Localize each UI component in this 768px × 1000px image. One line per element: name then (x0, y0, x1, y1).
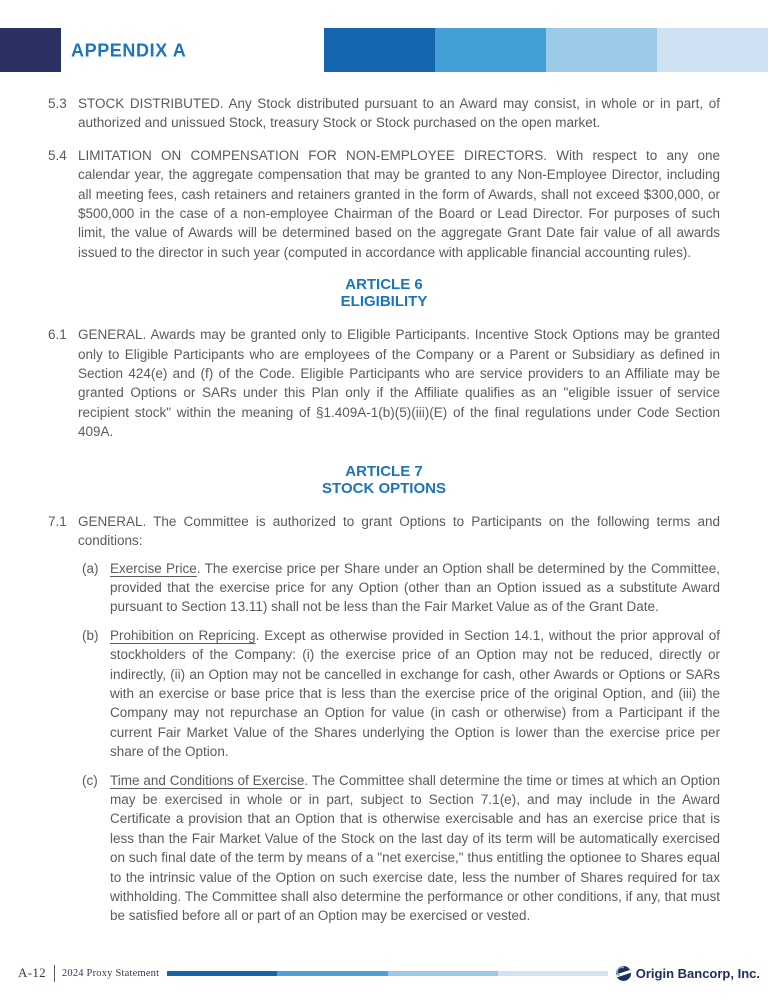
subitem-body: . The exercise price per Share under an Option shall be determined by the Committee, provided that the exercise price for any Option (other than an Option issued as a substitute Award pursuant to Section 13.11) shall not be less than the Fair Market Value as of the Grant Date. (110, 560, 720, 615)
section-text: LIMITATION ON COMPENSATION FOR NON-EMPLOYEE DIRECTORS. With respect to any one calendar year, the aggregate compensation that may be granted to any Non-Employee Director, including all meeting fees, cash retainers and retainers granted in the form of Awards, shall not exceed $300,000, or $500,000 in the case of a non-employee Chairman of the Board or Lead Director. For purposes of such limit, the value of Awards will be determined based on the aggregate Grant Date fair value of all awards issued to the director in such year (computed in accordance with applicable financial accounting rules). (78, 147, 720, 260)
subitem-term: Time and Conditions of Exercise (110, 772, 305, 788)
section-number: 7.1 (48, 513, 67, 529)
subitem-term: Exercise Price (110, 560, 197, 576)
origin-bancorp-logo-icon (616, 966, 631, 981)
section-5-3 (48, 94, 720, 133)
header-bar-segment-4 (657, 28, 768, 72)
subitem-label: (b) (82, 627, 99, 643)
section-text: GENERAL. The Committee is authorized to grant Options to Participants on the following terms and conditions: (78, 513, 720, 549)
section-5-4 (48, 146, 720, 262)
header-bar-segment-2 (435, 28, 546, 72)
subitem-text (110, 626, 720, 762)
article-subtitle: STOCK OPTIONS (322, 479, 446, 497)
subitem-label: (a) (82, 560, 99, 576)
article-title: ARTICLE 6 (345, 276, 423, 294)
header-bar-segment-1 (324, 28, 435, 72)
subitem-label: (c) (82, 772, 98, 788)
footer-bar-segment-4 (498, 971, 608, 976)
footer-divider (54, 965, 55, 982)
company-name: Origin Bancorp, Inc. (635, 965, 760, 981)
section-number: 6.1 (48, 327, 67, 343)
header-accent-bars (324, 28, 768, 72)
subitem-text (110, 771, 720, 926)
footer-bar-segment-1 (167, 971, 277, 976)
header-bar-segment-3 (546, 28, 657, 72)
article-subtitle: ELIGIBILITY (340, 293, 428, 311)
section-text: STOCK DISTRIBUTED. Any Stock distributed pursuant to an Award may consist, in whole or in part, of authorized and unissued Stock, treasury Stock or Stock purchased on the open market. (78, 96, 720, 131)
header-accent-square (0, 28, 61, 72)
section-number: 5.3 (48, 96, 67, 111)
subitem-c (82, 771, 720, 926)
section-6-1 (48, 325, 720, 441)
article-6-heading (48, 276, 720, 310)
footer-page-number: A-12 (18, 965, 46, 980)
section-text: GENERAL. Awards may be granted only to Eligible Participants. Incentive Stock Options may be granted only to Eligible Participants who are employees of the Company or a Parent or Subsidiary as defined in Section 424(e) and (f) of the Code. Eligible Participants who are service providers to an Affiliate may be granted Options or SARs under this Plan only if the Affiliate qualifies as an "eligible issuer of service recipient stock" within the meaning of §1.409A-1(b)(5)(iii)(E) of the final regulations under Code Section 409A. (78, 327, 720, 440)
document-content (48, 94, 720, 935)
subitem-b (82, 626, 720, 762)
footer-bar-segment-3 (388, 971, 498, 976)
subsection-list (82, 559, 720, 926)
footer-document-title: 2024 Proxy Statement (61, 967, 160, 979)
subitem-text (110, 559, 720, 617)
footer-bar-segment-2 (277, 971, 387, 976)
section-7-1 (48, 512, 720, 551)
article-7-heading (48, 463, 720, 497)
subitem-term: Prohibition on Repricing (110, 627, 256, 643)
subitem-body: . The Committee shall determine the time or times at which an Option may be exercised in whole or in part, subject to Section 7.1(e), and may include in the Award Certificate a provision that an Option that is otherwise exercisable and has an exercise price that is less than the Fair Market Value of the Stock on the last day of its term will be automatically exercised on such final date of the term by means of a "net exercise," thus entitling the optionee to Shares equal to the intrinsic value of the Option on such exercise date, less the number of Shares required for tax withholding. The Committee shall also determine the performance or other conditions, if any, that must be satisfied before all or part of an Option may be exercised or vested. (110, 772, 721, 924)
subitem-a (82, 559, 720, 617)
section-number: 5.4 (48, 147, 67, 163)
page-header (0, 28, 768, 72)
page-footer (0, 962, 768, 984)
article-title: ARTICLE 7 (345, 462, 423, 480)
subitem-body: . Except as otherwise provided in Section 14.1, without the prior approval of stockholders of the Company: (i) the exercise price of an Option may not be reduced, directly or indirectly, (ii) an Option may not be cancelled in exchange for cash, other Awards or Options or SARs with an exercise or base price that is less than the exercise price of the original Option, and (iii) the Company may not repurchase an Option for value (in cash or otherwise) from a Participant if the current Fair Market Value of the Shares underlying the Option is lower than the exercise price per share of the Option. (110, 627, 720, 760)
page-title: APPENDIX A (71, 40, 187, 61)
footer-accent-bar (167, 971, 608, 976)
